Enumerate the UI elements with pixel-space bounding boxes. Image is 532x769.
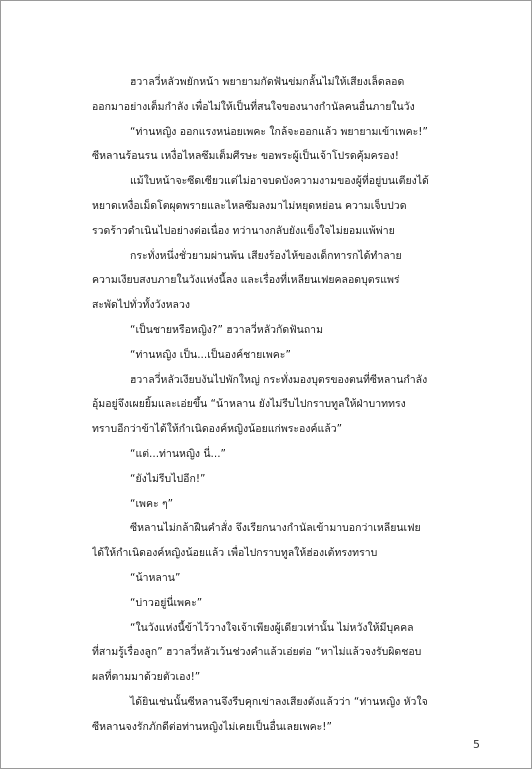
text-line: อุ้มอยู่จึงเผยยิ้มและเอ่ยขึ้น “น้าหลาน ยังไม่รีบไปกราบทูลให้ฝ่าบาททรง [92, 398, 406, 411]
text-line: “บ่าวอยู่นี่เพคะ” [130, 596, 203, 609]
text-line: ฮวาลวี่หลัวเงียบงันไปพักใหญ่ กระทั่งมองบุตรของตนที่ซีหลานกำลัง [130, 373, 428, 386]
text-line: หยาดเหงื่อเม็ดโตผุดพรายและไหลซึมลงมาไม่หยุดหย่อน ความเจ็บปวด [92, 199, 407, 212]
text-line: แม้ใบหน้าจะซีดเซียวแต่ไม่อาจบดบังความงามของผู้ที่อยู่บนเตียงได้ [130, 175, 429, 188]
page-number: 5 [473, 738, 480, 751]
text-line: กระทั่งหนึ่งชั่วยามผ่านพ้น เสียงร้องไห้ของเด็กทารกได้ทำลาย [130, 249, 402, 262]
text-line: ฮวาลวี่หลัวพยักหน้า พยายามกัดฟันข่มกลั้นไม่ให้เสียงเล็ดลอด [130, 76, 405, 88]
text-line: ซีหลานจงรักภักดีต่อท่านหญิงไม่เคยเป็นอื่นเลยเพคะ!” [92, 720, 332, 733]
text-line: ทราบอีกว่าข้าได้ให้กำเนิดองค์หญิงน้อยแก่พระองค์แล้ว” [92, 423, 343, 436]
text-line: “น้าหลาน” [130, 571, 181, 584]
body-text [92, 70, 452, 740]
text-line: ผลที่ตามมาด้วยตัวเอง!” [92, 671, 201, 684]
text-line: ซีหลานไม่กล้าฝืนคำสั่ง จึงเรียกนางกำนัลเข้ามาบอกว่าเหลียนเฟย [130, 522, 421, 535]
text-line: “ท่านหญิง เป็น...เป็นองค์ชายเพคะ” [130, 348, 291, 361]
text-line: ได้ให้กำเนิดองค์หญิงน้อยแล้ว เพื่อไปกราบทูลให้ฮ่องเต้ทรงทราบ [92, 547, 378, 560]
text-line: “ยังไม่รีบไปอีก!” [130, 472, 206, 485]
text-line: ความเงียบสงบภายในวังแห่งนี้ลง และเรื่องที่เหลียนเฟยคลอดบุตรแพร่ [92, 274, 400, 287]
text-line: “ในวังแห่งนี้ข้าไว้วางใจเจ้าเพียงผู้เดียวเท่านั้น ไม่หวังให้มีบุคคล [130, 621, 414, 634]
text-line: สะพัดไปทั่วทั้งวังหลวง [92, 299, 191, 312]
text-line: ซีหลานร้อนรน เหงื่อไหลซึมเต็มศีรษะ ขอพระผู้เป็นเจ้าโปรดคุ้มครอง! [92, 150, 399, 163]
text-line: ออกมาอย่างเต็มกำลัง เพื่อไม่ให้เป็นที่สนใจของนางกำนัลคนอื่นภายในวัง [92, 100, 415, 113]
text-line: “แต่...ท่านหญิง นี่...” [130, 447, 226, 460]
text-line: “เพคะ ๆ” [130, 497, 174, 510]
text-line: “เป็นชายหรือหญิง?” ฮวาลวี่หลัวกัดฟันถาม [130, 323, 324, 336]
text-line: รวดร้าวดำเนินไปอย่างต่อเนื่อง ทว่านางกลับยังแข็งใจไม่ยอมแพ้พ่าย [92, 224, 395, 237]
text-line: ได้ยินเช่นนั้นซีหลานจึงรีบคุกเข่าลงเสียงดังแล้วว่า “ท่านหญิง หัวใจ [130, 695, 428, 708]
text-line: “ท่านหญิง ออกแรงหน่อยเพคะ ใกล้จะออกแล้ว พยายามเข้าเพคะ!” [130, 125, 428, 138]
text-line: ที่สามรู้เรื่องลูก” ฮวาลวี่หลัวเว้นช่วงคำแล้วเอ่ยต่อ “หาไม่แล้วจงรับผิดชอบ [92, 646, 422, 659]
